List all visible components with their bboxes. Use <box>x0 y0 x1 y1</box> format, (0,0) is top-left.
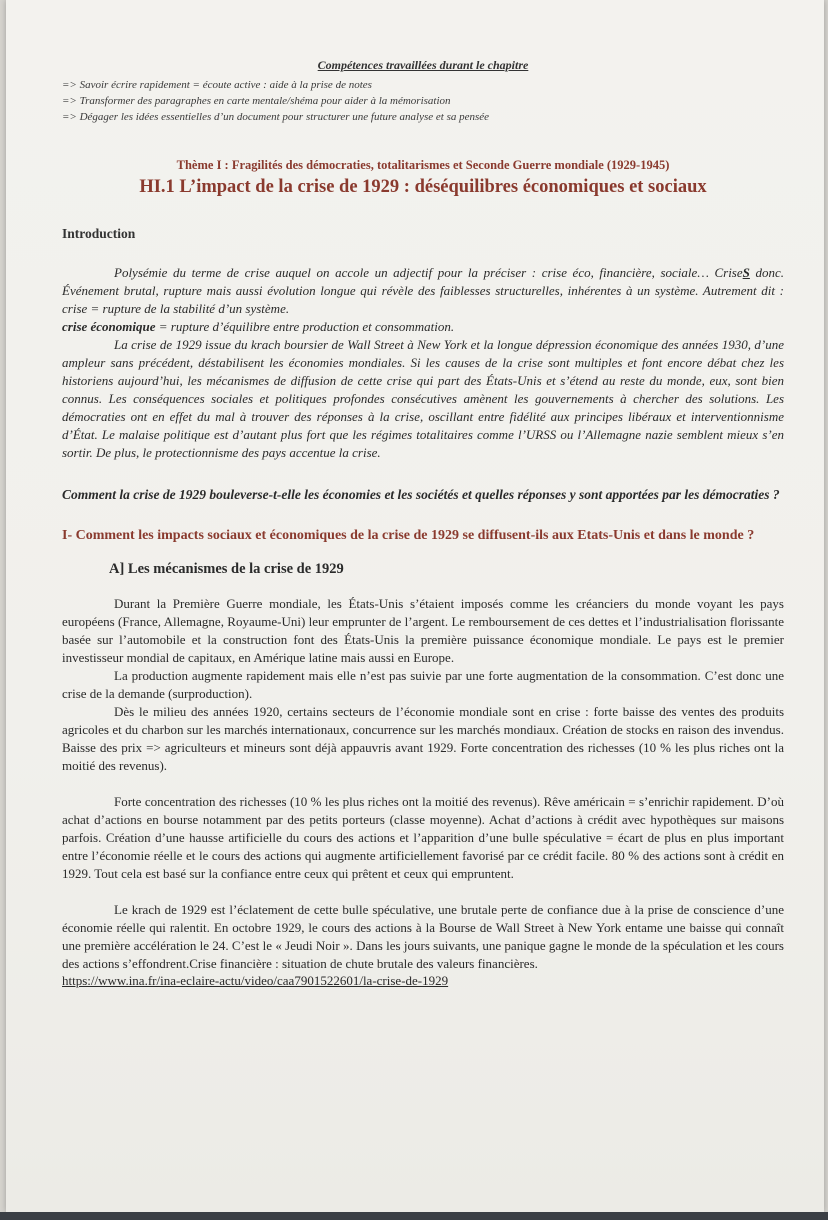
section-paragraph-3: Dès le milieu des années 1920, certains secteurs de l’économie mondiale sont en crise : forte baisse des ventes des produits agricoles et du charbon sur les marchés internationaux, concurrence sur les marchés mondiaux. Création de stocks en raison des invendus. Baisse des prix => agriculteurs et mineurs sont déjà appauvris avant 1929. Forte concentration des richesses (10 % les plus riches ont la moitié des revenus). <box>62 704 784 773</box>
ina-video-link[interactable]: https://www.ina.fr/ina-eclaire-actu/video/caa7901522601/la-crise-de-1929 <box>62 973 449 988</box>
problematique: Comment la crise de 1929 bouleverse-t-elle les économies et les sociétés et quelles réponses y sont apportées par les démocraties ? <box>62 487 780 502</box>
definition-term: crise économique <box>62 319 156 334</box>
background-edge <box>0 1212 828 1220</box>
theme-title: Thème I : Fragilités des démocraties, totalitarismes et Seconde Guerre mondiale (1929-1945) <box>176 158 670 172</box>
part-1-title: I- Comment les impacts sociaux et économiques de la crise de 1929 se diffusent-ils aux Etats-Unis et dans le monde ? <box>62 528 755 543</box>
document-page <box>6 0 824 1212</box>
section-paragraph-5: Le krach de 1929 est l’éclatement de cette bulle spéculative, une brutale perte de confiance due à la prise de conscience d’une économie réelle qui ralentit. En octobre 1929, le cours des actions à la Bourse de Wall Street à New York entame une baisse qui connaît une première accélération le 24. C’est le « Jeudi Noir ». Dans les jours suivants, une panique gagne le monde de la spéculation et les cours des actions s’effondrent.Crise financière : situation de chute brutale des valeurs financières. <box>62 902 784 971</box>
definition-text: = rupture d’équilibre entre production et consommation. <box>155 319 455 334</box>
intro-paragraph-2: La crise de 1929 issue du krach boursier de Wall Street à New York et la longue dépression économique des années 1930, d’une ampleur sans précédent, déstabilisent les économies mondiales. Si les causes de la crise sont multiples et font encore débat chez les historiens aujourd’hui, les mécanismes de diffusion de cette crise qui part des États-Unis et s’étend au reste du monde, eux, sont bien connus. Les conséquences sociales et politiques profondes consécutives amènent les gouvernements à chercher des solutions. Les démocraties ont en effet du mal à trouver des réponses à la crise, oscillant entre fidélité aux principes libéraux et interventionnisme d’État. Le malaise politique est d’autant plus fort que les régimes totalitaires comme l’URSS ou l’Allemagne nazie semblent mieux s’en sortir. De plus, le protectionnisme des pays accentue la crise. <box>62 337 784 460</box>
section-paragraph-2: La production augmente rapidement mais elle n’est pas suivie par une forte augmentation de la consommation. C’est donc une crise de la demande (surproduction). <box>62 668 784 701</box>
intro-paragraph-1 <box>62 264 784 318</box>
competences-title: Compétences travaillées durant le chapitre <box>317 58 529 72</box>
intro-p1-emphasis: S <box>742 265 750 280</box>
competence-item: => Transformer des paragraphes en carte mentale/shéma pour aider à la mémorisation <box>62 95 451 107</box>
intro-p1-text-b: donc. Événement brutal, rupture mais aussi évolution longue qui révèle des faiblesses structurelles, inhérentes à un système. Autrement dit : crise = rupture de la stabilité d’un système. <box>62 265 784 316</box>
competence-item: => Dégager les idées essentielles d’un document pour structurer une future analyse et sa pensée <box>62 111 490 123</box>
intro-p1-text-a: Polysémie du terme de crise auquel on accole un adjectif pour la préciser : crise éco, financière, sociale… Crise <box>114 265 743 280</box>
competence-item: => Savoir écrire rapidement = écoute active : aide à la prise de notes <box>62 79 372 91</box>
document-content <box>62 58 784 989</box>
section-paragraph-4: Forte concentration des richesses (10 % les plus riches ont la moitié des revenus). Rêve américain = s’enrichir rapidement. D’où achat d’actions en bourse notamment par des petits porteurs (classe moyenne). Achat d’actions à crédit avec hypothèques sur maisons parfois. Création d’une hausse artificielle du cours des actions et l’apparition d’une bulle spéculative = écart de plus en plus important entre l’économie réelle et le cours des actions qui augmente artificiellement favorisé par ce crédit facile. 80 % des actions sont à crédit en 1929. Tout cela est basé sur la confiance entre ceux qui prêtent et ceux qui empruntent. <box>62 794 784 881</box>
chapter-title: HI.1 L’impact de la crise de 1929 : déséquilibres économiques et sociaux <box>139 177 707 197</box>
intro-definition <box>62 318 784 336</box>
introduction-heading: Introduction <box>62 226 136 241</box>
section-paragraph-1: Durant la Première Guerre mondiale, les États-Unis s’étaient imposés comme les créanciers du monde voyant les pays européens (France, Allemagne, Royaume-Uni) leur emprunter de l’argent. Le remboursement de ces dettes et l’industrialisation florissante basée sur l’automobile et la construction font des États-Unis la première puissance économique mondiale. Le pays est le premier investisseur mondial de capitaux, en Amérique latine mais aussi en Europe. <box>62 596 784 665</box>
subsection-a-title: A] Les mécanismes de la crise de 1929 <box>109 561 344 577</box>
competences-list <box>62 77 784 125</box>
